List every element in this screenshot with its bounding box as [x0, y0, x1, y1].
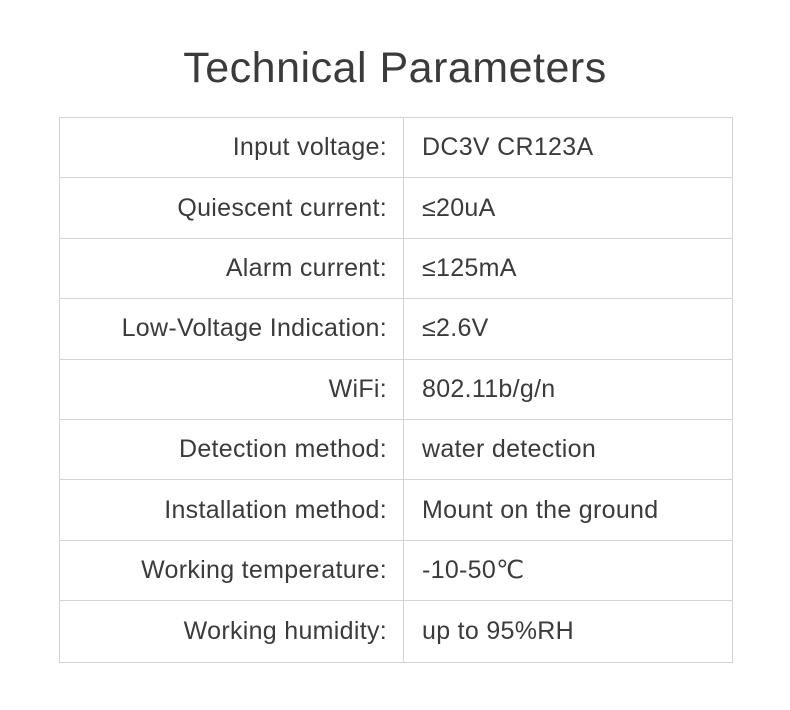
spec-label: Working humidity: — [183, 616, 387, 645]
spec-value: up to 95%RH — [403, 601, 732, 661]
spec-value: water detection — [403, 420, 732, 479]
table-row — [60, 601, 732, 661]
spec-label: WiFi: — [328, 374, 387, 403]
table-row — [60, 541, 732, 601]
page-title: Technical Parameters — [183, 44, 607, 92]
spec-label: Detection method: — [179, 435, 387, 464]
spec-value: Mount on the ground — [403, 480, 732, 539]
spec-value: ≤125mA — [403, 239, 732, 298]
spec-label: Quiescent current: — [177, 193, 387, 222]
spec-label: Installation method: — [164, 495, 387, 524]
table-row — [60, 118, 732, 178]
spec-label: Working temperature: — [141, 555, 387, 584]
spec-label: Alarm current: — [225, 253, 387, 282]
table-row — [60, 299, 732, 359]
spec-value: DC3V CR123A — [403, 118, 732, 177]
table-row — [60, 239, 732, 299]
spec-value: ≤2.6V — [403, 299, 732, 358]
spec-table — [59, 117, 733, 663]
spec-value: -10-50℃ — [403, 541, 732, 600]
table-row — [60, 480, 732, 540]
table-row — [60, 420, 732, 480]
table-row — [60, 360, 732, 420]
spec-value: 802.11b/g/n — [403, 360, 732, 419]
table-row — [60, 178, 732, 238]
spec-label: Input voltage: — [232, 133, 387, 162]
spec-value: ≤20uA — [403, 178, 732, 237]
spec-label: Low-Voltage Indication: — [121, 314, 387, 343]
